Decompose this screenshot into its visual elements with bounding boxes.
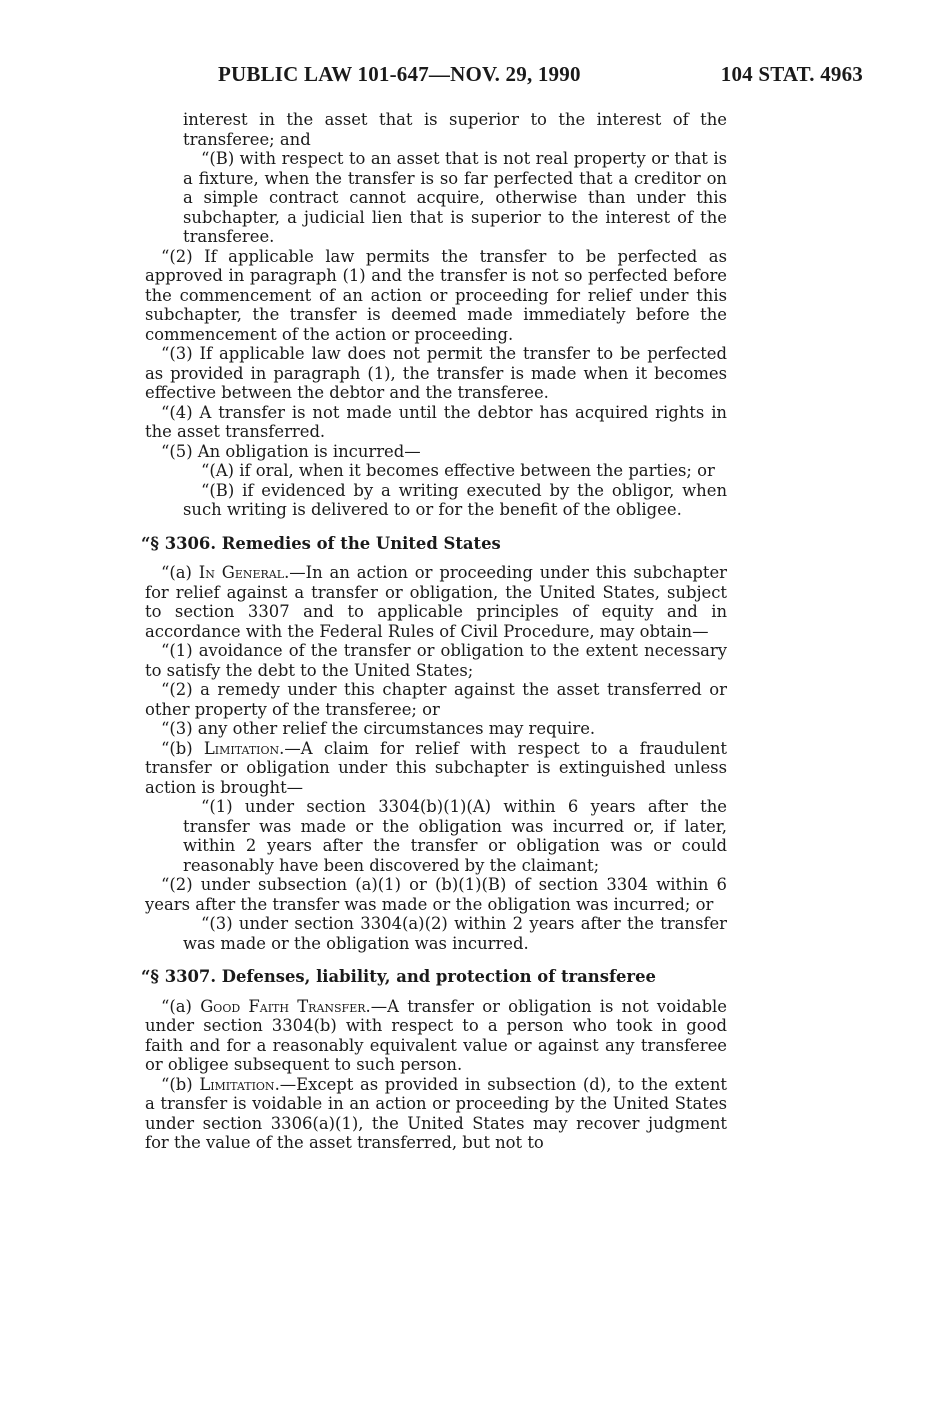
- section-heading-3307: “§ 3307. Defenses, liability, and protection of transferee: [141, 967, 656, 986]
- paragraph: “(B) with respect to an asset that is not real property or that is a fixture, when the transfer is so far perfected that a creditor on a simple contract cannot acquire, otherwise than under this subchapter, a judicial lien that is superior to the interest of the transferee.: [183, 149, 727, 246]
- page-header: [0, 62, 945, 92]
- paragraph: “(A) if oral, when it becomes effective between the parties; or: [201, 461, 715, 480]
- paragraph: “(B) if evidenced by a writing executed by the obligor, when such writing is delivered to or for the benefit of the obligee.: [183, 480, 727, 519]
- paragraph: [145, 563, 727, 641]
- paragraph: “(2) If applicable law permits the transfer to be perfected as approved in paragraph (1) and the transfer is not so perfected before the commencement of an action or proceeding for relief under this subchapter, the transfer is deemed made immediately before the commencement of the action or proceeding.: [145, 246, 727, 344]
- paragraph: “(2) a remedy under this chapter against the asset transferred or other property of the transferee; or: [145, 680, 727, 719]
- paragraph: interest in the asset that is superior to the interest of the transferee; and: [183, 110, 727, 149]
- header-title: PUBLIC LAW 101-647—NOV. 29, 1990: [218, 62, 581, 86]
- para-heading: Limitation: [199, 1074, 275, 1094]
- para-text: .—A claim for relief with respect to a fraudulent transfer or obligation under this subchapter is extinguished unless action is brought—: [145, 738, 727, 797]
- paragraph: “(3) under section 3304(a)(2) within 2 years after the transfer was made or the obligation was incurred.: [183, 914, 727, 953]
- paragraph: [145, 997, 727, 1075]
- paragraph: “(3) If applicable law does not permit the transfer to be perfected as provided in paragraph (1), the transfer is made when it becomes effective between the debtor and the transferee.: [145, 344, 727, 402]
- para-heading: In General: [198, 563, 285, 582]
- para-heading: Limitation: [203, 738, 280, 758]
- para-lead: “(a): [161, 563, 199, 582]
- paragraph: “(2) under subsection (a)(1) or (b)(1)(B) of section 3304 within 6 years after the transfer was made or the obligation was incurred; or: [145, 875, 727, 914]
- paragraph: “(5) An obligation is incurred—: [161, 441, 421, 461]
- paragraph: [145, 1075, 727, 1153]
- para-text: .—In an action or proceeding under this subchapter for relief against a transfer or obligation, the United States, subject to section 3307 and to applicable principles of equity and in accordance with the Federal Rules of Civil Procedure, may obtain—: [145, 563, 727, 641]
- section-heading-3306: “§ 3306. Remedies of the United States: [141, 533, 501, 553]
- page-body: [141, 110, 728, 1153]
- paragraph: “(1) avoidance of the transfer or obligation to the extent necessary to satisfy the debt to the United States;: [145, 641, 727, 680]
- para-lead: “(b): [161, 1074, 200, 1094]
- para-lead: “(a): [161, 996, 201, 1016]
- paragraph: “(1) under section 3304(b)(1)(A) within 6 years after the transfer was made or the obligation was incurred or, if later, within 2 years after the transfer or obligation was or could reasonably have been discovered by the claimant;: [183, 797, 727, 875]
- paragraph: [145, 739, 727, 798]
- header-stat-page: 104 STAT. 4963: [720, 62, 863, 86]
- para-lead: “(b): [161, 738, 204, 758]
- para-text: .—A transfer or obligation is not voidable under section 3304(b) with respect to a person who took in good faith and for a reasonably equivalent value or against any transferee or obligee subsequent to such person.: [145, 996, 728, 1074]
- paragraph: “(3) any other relief the circumstances may require.: [161, 719, 596, 738]
- paragraph: “(4) A transfer is not made until the debtor has acquired rights in the asset transferred.: [145, 402, 727, 441]
- para-text: .—Except as provided in subsection (d), to the extent a transfer is voidable in an action or proceeding by the United States under section 3306(a)(1), the United States may recover judgment for the value of the asset transferred, but not to: [145, 1074, 727, 1152]
- para-heading: Good Faith Transfer: [200, 996, 366, 1016]
